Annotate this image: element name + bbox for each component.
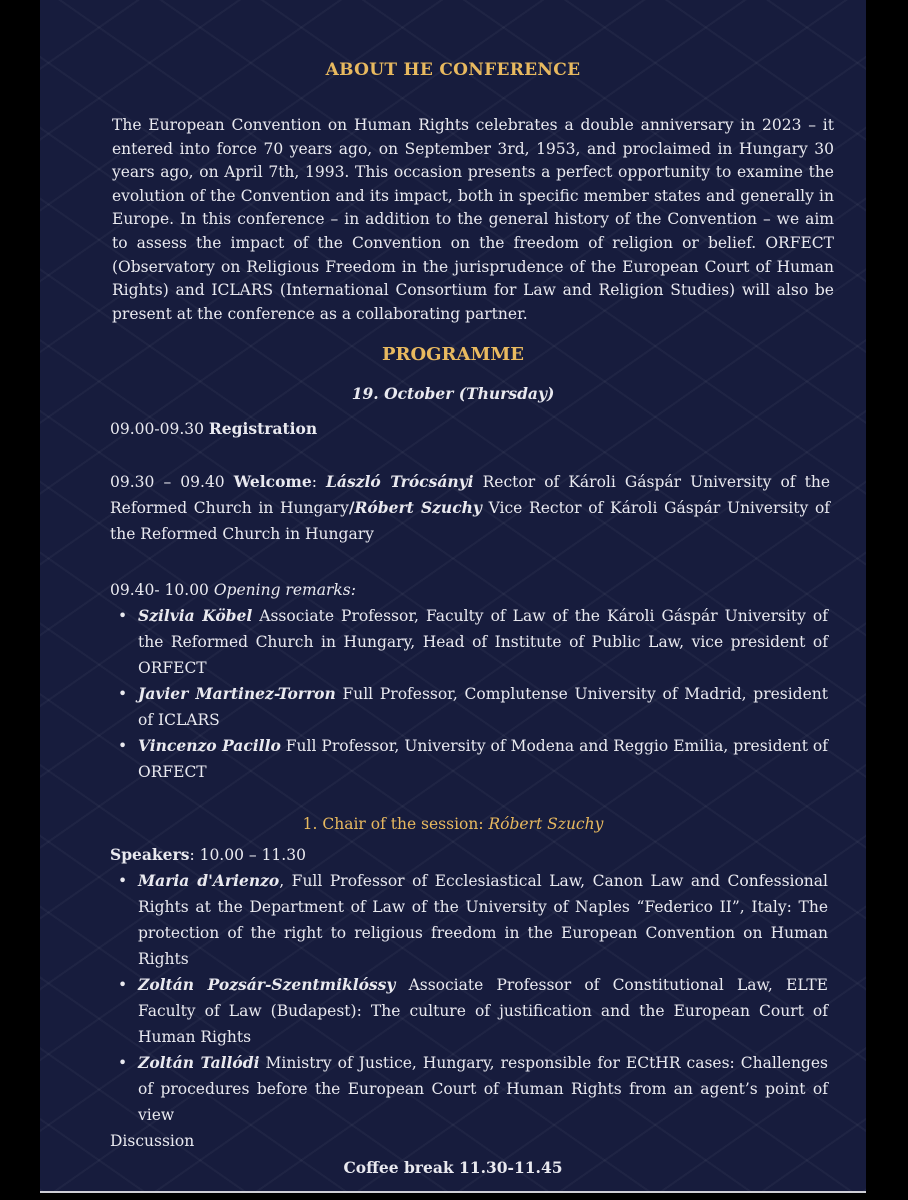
programme-date: 19. October (Thursday): [351, 384, 555, 403]
welcome-role-2: Vice Rector of Károli Gáspár University of the Reformed Church in Hungary: [110, 499, 831, 543]
session-chair: [40, 815, 866, 833]
registration-time: 09.00-09.30: [110, 420, 209, 438]
session-speaker-list: [110, 868, 828, 1128]
list-item: [138, 1050, 828, 1128]
registration-label: Registration: [208, 419, 318, 438]
page-bottom-divider: [40, 1191, 866, 1193]
about-title: ABOUT HE CONFERENCE: [325, 60, 581, 80]
speaker-name: Javier Martinez-Torron: [138, 684, 336, 703]
opening-time: 09.40- 10.00: [110, 581, 214, 599]
welcome-time: 09.30 – 09.40: [110, 473, 234, 491]
list-item: [138, 972, 828, 1050]
speaker-name: Szilvia Köbel: [138, 606, 253, 625]
welcome-slash: /: [348, 498, 355, 517]
speaker-desc: Ministry of Justice, Hungary, responsible for ECtHR cases: Challenges of procedures before the European Court of Human Rights from an agent’s point of view: [138, 1054, 828, 1124]
list-item: [138, 868, 828, 972]
about-paragraph: The European Convention on Human Rights celebrates a double anniversary in 2023 – it entered into force 70 years ago, on September 3rd, 1953, and proclaimed in Hungary 30 years ago, on April 7th, 1993. This occasion presents a perfect opportunity to examine the evolution of the Convention and its impact, both in specific member states and generally in Europe. In this conference – in addition to the general history of the Convention – we aim to assess the impact of the Convention on the freedom of religion or belief. ORFECT (Observatory on Religious Freedom in the jurisprudence of the European Court of Human Rights) and ICLARS (International Consortium for Law and Religion Studies) will also be present at the conference as a collaborating partner.: [112, 116, 834, 323]
speakers-line: [110, 842, 830, 868]
speaker-desc: Full Professor, Complutense University of Madrid, president of ICLARS: [138, 685, 828, 729]
speaker-name: Vincenzo Pacillo: [138, 736, 281, 755]
coffee-break: Coffee break 11.30-11.45: [343, 1158, 563, 1177]
welcome-separator: :: [311, 473, 326, 491]
speaker-name: Zoltán Tallódi: [138, 1053, 260, 1072]
speaker-desc: Full Professor, University of Modena and Reggio Emilia, president of ORFECT: [138, 737, 828, 781]
speaker-name: Maria d'Arienzo: [138, 871, 280, 890]
discussion-label: Discussion: [110, 1132, 195, 1150]
conference-page: [40, 0, 866, 1191]
opening-line: [110, 577, 830, 603]
speakers-label: Speakers: [110, 845, 190, 864]
chair-name: Róbert Szuchy: [488, 815, 604, 833]
welcome-block: [110, 469, 830, 547]
welcome-label: Welcome: [233, 472, 312, 491]
welcome-speaker-1: László Trócsányi: [326, 472, 474, 491]
speaker-desc: , Full Professor of Ecclesiastical Law, Canon Law and Confessional Rights at the Department of Law of the University of Naples “Federico II”, Italy: The protection of the right to religious freedom in the European Convention on Human Rights: [138, 872, 828, 968]
speaker-desc: Associate Professor, Faculty of Law of the Károli Gáspár University of the Reformed Church in Hungary, Head of Institute of Public Law, vice president of ORFECT: [138, 607, 828, 677]
opening-speaker-list: [110, 603, 828, 785]
welcome-role-1: Rector of Károli Gáspár University of the Reformed Church in Hungary: [110, 473, 830, 517]
list-item: [138, 603, 828, 681]
list-item: [138, 733, 828, 785]
list-item: [138, 681, 828, 733]
speakers-time: : 10.00 – 11.30: [189, 846, 306, 864]
welcome-speaker-2: Róbert Szuchy: [354, 498, 482, 517]
registration-line: [110, 416, 830, 442]
opening-label: Opening remarks:: [213, 581, 356, 599]
chair-prefix: 1. Chair of the session:: [302, 815, 489, 833]
programme-title: PROGRAMME: [381, 344, 525, 365]
speaker-name: Zoltán Pozsár-Szentmiklóssy: [138, 975, 396, 994]
speaker-desc: Associate Professor of Constitutional Law, ELTE Faculty of Law (Budapest): The culture of justification and the European Court of Human Rights: [138, 976, 828, 1046]
